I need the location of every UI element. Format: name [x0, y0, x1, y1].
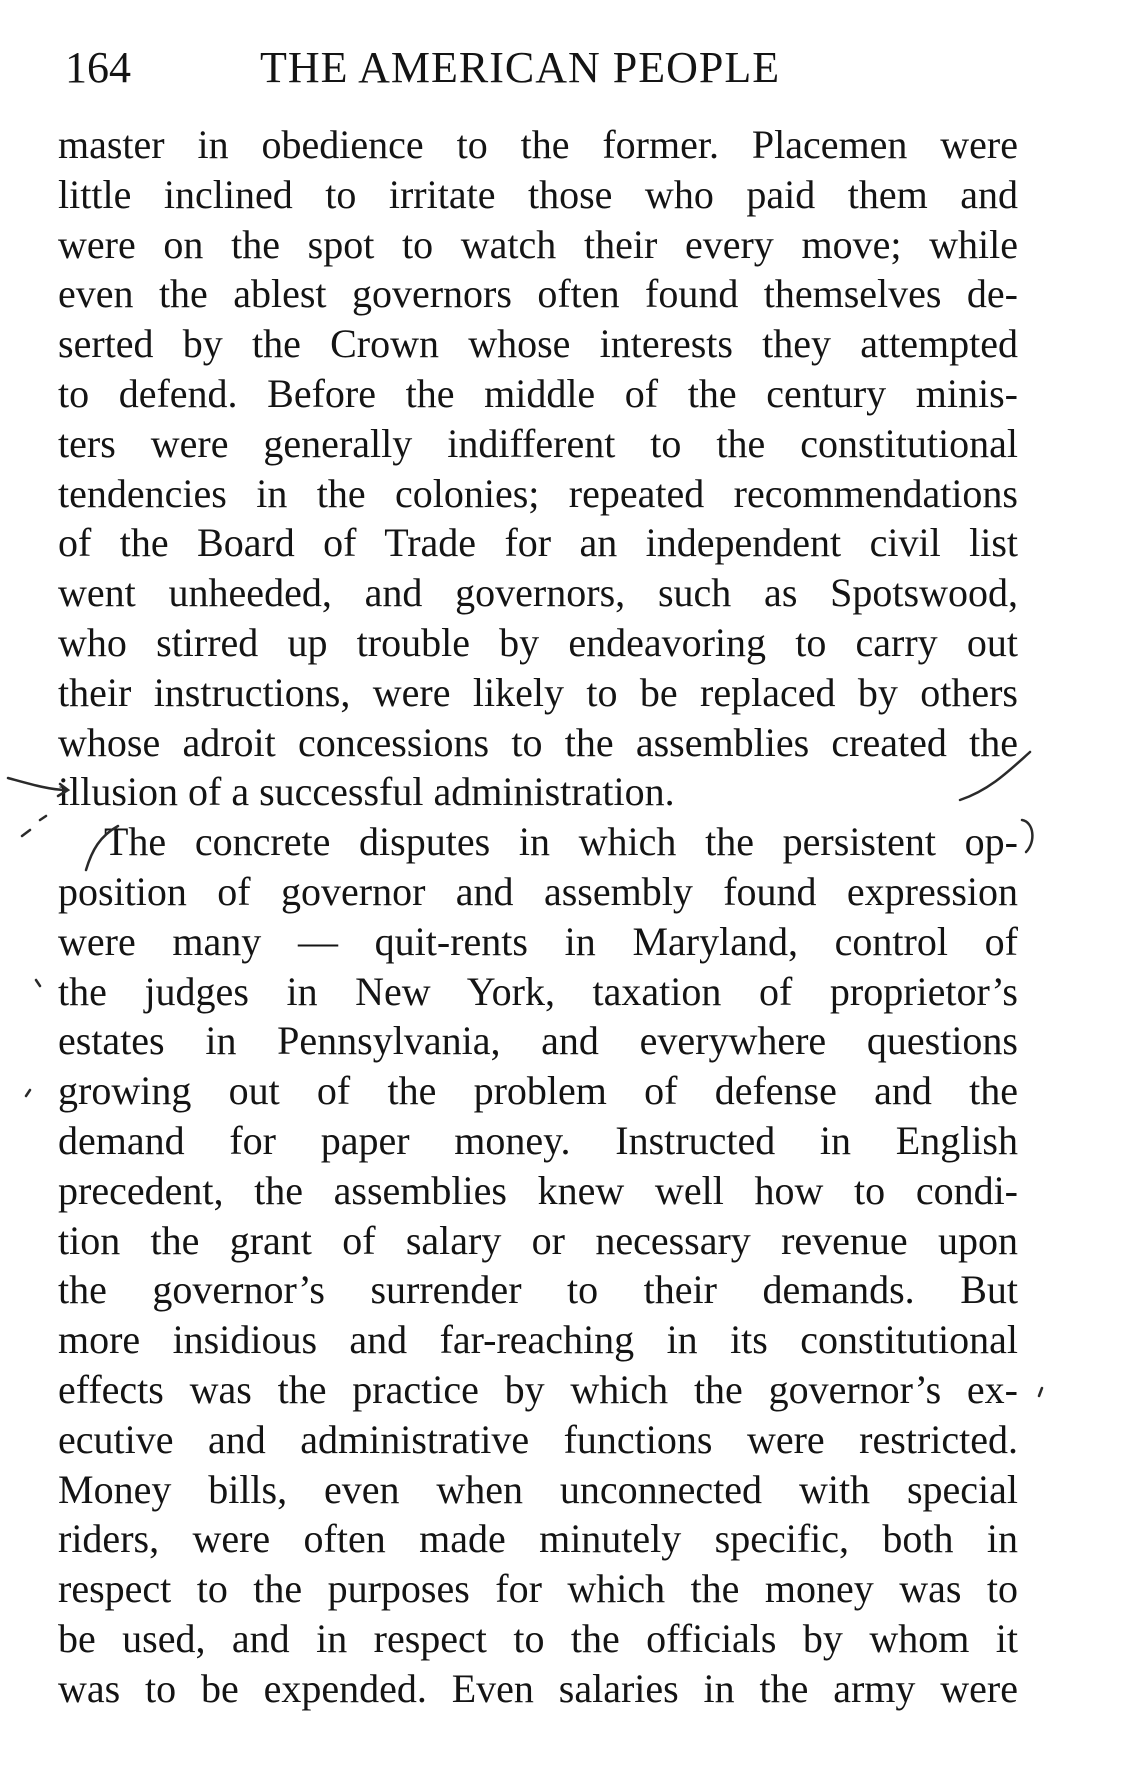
text-line: their instructions, were likely to be replaced by others	[58, 669, 1018, 715]
text-line: illusion of a successful administration.	[58, 769, 675, 815]
text-line: be used, and in respect to the officials by whom it	[58, 1615, 1018, 1661]
text-line: respect to the purposes for which the money was to	[58, 1566, 1018, 1612]
text-line: demand for paper money. Instructed in English	[58, 1117, 1018, 1163]
text-line: whose adroit concessions to the assemblies created the	[58, 719, 1018, 765]
margin-tick-3	[36, 980, 40, 986]
text-line: riders, were often made minutely specific, both in	[58, 1516, 1018, 1562]
margin-tick-5	[1039, 1388, 1042, 1396]
text-line: was to be expended. Even salaries in the army were	[58, 1665, 1018, 1711]
text-line: master in obedience to the former. Placemen were	[58, 122, 1018, 167]
text-line: estates in Pennsylvania, and everywhere questions	[58, 1018, 1018, 1064]
text-line: who stirred up trouble by endeavoring to carry out	[58, 619, 1018, 665]
text-line: position of governor and assembly found expression	[58, 868, 1018, 914]
right-bracket-mark	[1022, 820, 1032, 852]
text-line: the judges in New York, taxation of proprietor’s	[58, 968, 1018, 1014]
body-text	[58, 120, 1018, 1714]
text-line: little inclined to irritate those who paid them and	[58, 171, 1018, 217]
margin-tick-4	[26, 1090, 30, 1096]
text-line: were on the spot to watch their every move; while	[58, 221, 1018, 267]
text-line: Money bills, even when unconnected with special	[58, 1466, 1018, 1512]
text-line: tendencies in the colonies; repeated recommendations	[58, 470, 1018, 516]
margin-tick-1	[22, 830, 30, 836]
text-line: effects was the practice by which the governor’s ex-	[58, 1366, 1018, 1412]
page-number: 164	[65, 43, 131, 92]
running-head: THE AMERICAN PEOPLE	[260, 43, 781, 92]
text-line: even the ablest governors often found themselves de-	[58, 271, 1018, 317]
text-line: precedent, the assemblies knew well how to condi-	[58, 1167, 1018, 1213]
text-line: of the Board of Trade for an independent civil list	[58, 520, 1018, 566]
text-line: ters were generally indifferent to the constitutional	[58, 420, 1018, 466]
margin-tick-2	[40, 816, 46, 820]
text-line: ecutive and administrative functions were restricted.	[58, 1416, 1018, 1462]
text-line: went unheeded, and governors, such as Spotswood,	[58, 570, 1018, 616]
text-line: were many — quit-rents in Maryland, control of	[58, 918, 1018, 964]
text-line: tion the grant of salary or necessary revenue upon	[58, 1217, 1018, 1263]
text-line: to defend. Before the middle of the century minis-	[58, 370, 1018, 416]
text-line: growing out of the problem of defense and the	[58, 1068, 1018, 1114]
text-line: the governor’s surrender to their demands. But	[58, 1267, 1018, 1313]
text-line: serted by the Crown whose interests they attempted	[58, 321, 1018, 367]
text-line: The concrete disputes in which the persistent op-	[104, 819, 1018, 865]
text-line: more insidious and far-reaching in its constitutional	[58, 1317, 1018, 1363]
page-header	[65, 38, 1065, 98]
